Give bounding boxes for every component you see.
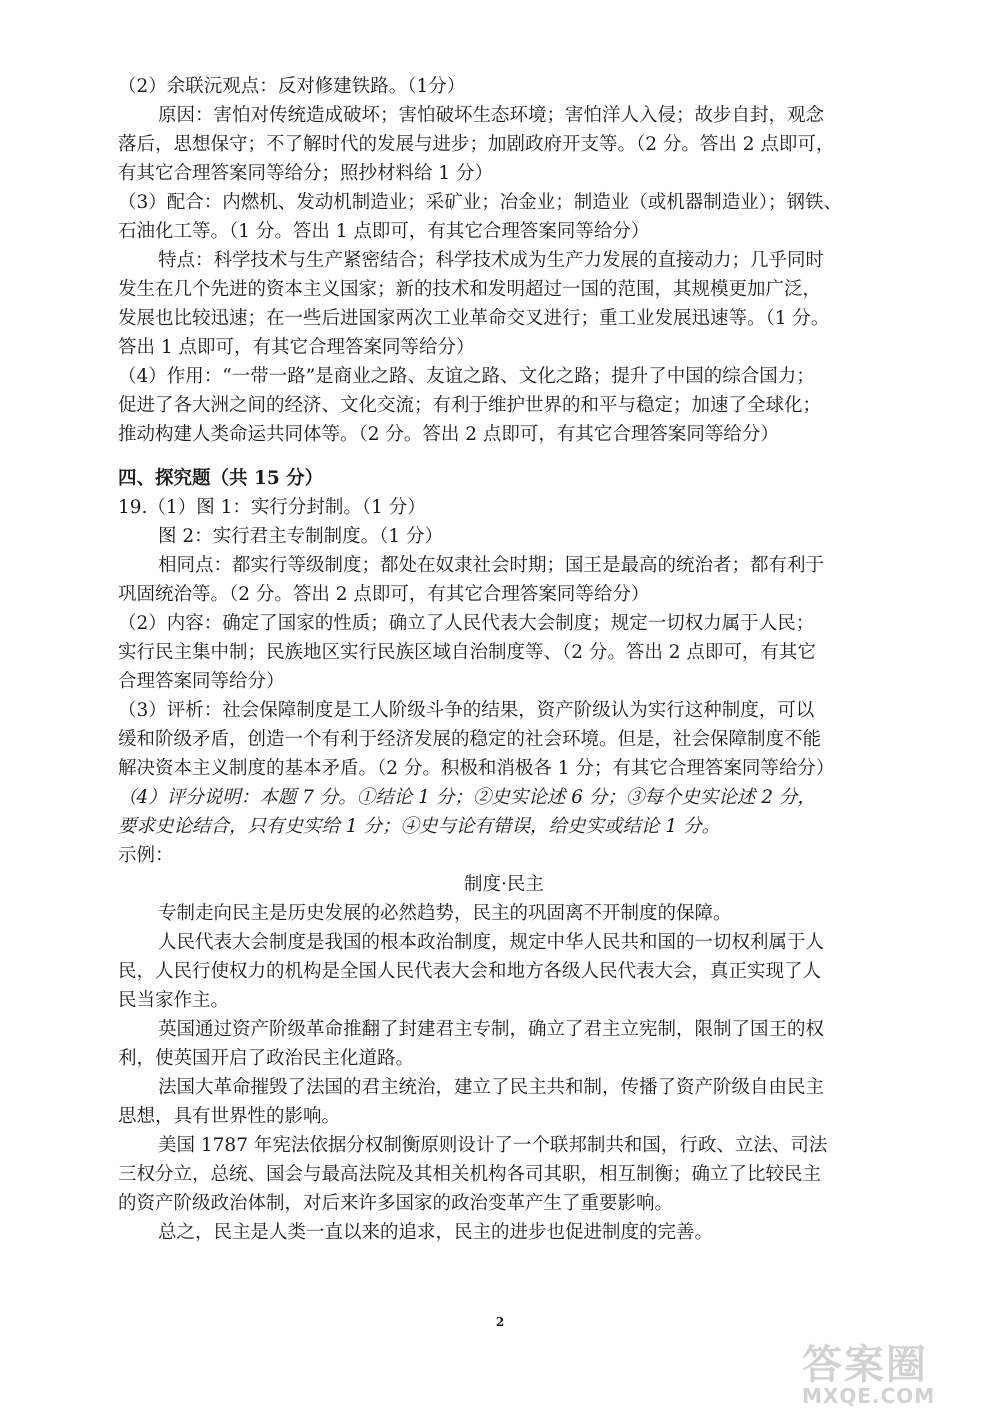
essay-para2-line2: 民，人民行使权力的机构是全国人民代表大会和地方各级人民代表大会，真正实现了人: [118, 961, 822, 982]
answer-q2-reason-line1: 原因：害怕对传统造成破坏；害怕破坏生态环境；害怕洋人入侵；故步自封，观念: [158, 105, 825, 126]
answer-q4-line2: 促进了各大洲之间的经济、文化交流；有利于维护世界的和平与稳定；加速了全球化；: [118, 395, 822, 416]
essay-para4-line1: 法国大革命摧毁了法国的君主统治，建立了民主共和制，传播了资产阶级自由民主: [158, 1077, 825, 1098]
q19-part3-line1: （3）评析：社会保障制度是工人阶级斗争的结果，资产阶级认为实行这种制度，可以: [118, 700, 815, 721]
example-label: 示例：: [118, 845, 174, 866]
watermark-logo-text: 答案圈: [802, 1342, 928, 1388]
q19-part1-fig2: 图 2：实行君主专制制度。（1 分）: [158, 526, 444, 547]
q19-part2-line1: （2）内容：确定了国家的性质；确立了人民代表大会制度；规定一切权力属于人民；: [118, 613, 815, 634]
answer-q2-viewpoint: （2）余联沅观点：反对修建铁路。（1分）: [118, 76, 466, 97]
q19-part1-common-line2: 巩固统治等。（2 分。答出 2 点即可，有其它合理答案同等给分）: [118, 584, 650, 605]
answer-q2-reason-line3: 有其它合理答案同等给分；照抄材料给 1 分）: [118, 163, 494, 184]
q19-part3-line2: 缓和阶级矛盾，创造一个有利于经济发展的稳定的社会环境。但是，社会保障制度不能: [118, 729, 822, 750]
essay-para2-line1: 人民代表大会制度是我国的根本政治制度，规定中华人民共和国的一切权利属于人: [158, 932, 825, 953]
watermark-url: MXQE.COM: [802, 1384, 936, 1408]
answer-q3-feature-line1: 特点：科学技术与生产紧密结合；科学技术成为生产力发展的直接动力；几乎同时: [158, 250, 825, 271]
q19-part2-line3: 合理答案同等给分）: [118, 671, 285, 692]
essay-para3-line1: 英国通过资产阶级革命推翻了封建君主专制，确立了君主立宪制，限制了国王的权: [158, 1019, 825, 1040]
answer-q4-line3: 推动构建人类命运共同体等。（2 分。答出 2 点即可，有其它合理答案同等给分）: [118, 424, 779, 445]
essay-para5-line3: 的资产阶级政治体制，对后来许多国家的政治变革产生了重要影响。: [118, 1193, 674, 1214]
q19-part1-common-line1: 相同点：都实行等级制度；都处在奴隶社会时期；国王是最高的统治者；都有利于: [158, 555, 825, 576]
answer-q3-feature-line3: 发展也比较迅速；在一些后进国家两次工业革命交叉进行；重工业发展迅速等。（1 分。: [118, 308, 830, 329]
essay-para2-line3: 民当家作主。: [118, 990, 230, 1011]
q19-part2-line2: 实行民主集中制；民族地区实行民族区域自治制度等、（2 分。答出 2 点即可，有其它: [118, 642, 816, 663]
essay-conclusion: 总之，民主是人类一直以来的追求，民主的进步也促进制度的完善。: [158, 1222, 714, 1243]
page-number: 2: [495, 1315, 505, 1329]
q19-part1-fig1: 19.（1）图 1：实行分封制。（1 分）: [118, 497, 426, 518]
answer-q3-feature-line2: 发生在几个先进的资本主义国家；新的技术和发明超过一国的范围，其规模更加广泛，: [118, 279, 822, 300]
essay-para4-line2: 思想，具有世界性的影响。: [118, 1106, 341, 1127]
watermark-logo: [802, 1342, 972, 1408]
q19-part4-scoring-line1: （4）评分说明：本题 7 分。①结论 1 分；②史实论述 6 分；③每个史实论述 2 分，: [118, 787, 816, 808]
essay-para5-line1: 美国 1787 年宪法依据分权制衡原则设计了一个联邦制共和国，行政、立法、司法: [158, 1135, 828, 1156]
answer-q3-line2: 石油化工等。（1 分。答出 1 点即可，有其它合理答案同等给分）: [118, 221, 650, 242]
answer-q3-line1: （3）配合：内燃机、发动机制造业；采矿业；冶金业；制造业（或机器制造业）；钢铁、: [118, 192, 843, 213]
section-heading: 四、探究题（共 15 分）: [118, 468, 324, 489]
essay-para1: 专制走向民主是历史发展的必然趋势，民主的巩固离不开制度的保障。: [158, 903, 732, 924]
answer-q3-feature-line4: 答出 1 点即可，有其它合理答案同等给分）: [118, 337, 475, 358]
answer-q2-reason-line2: 落后，思想保守；不了解时代的发展与进步；加剧政府开支等。（2 分。答出 2 点即可，: [118, 134, 835, 155]
q19-part3-line3: 解决资本主义制度的基本矛盾。（2 分。积极和消极各 1 分；有其它合理答案同等给分）: [118, 758, 835, 779]
q19-part4-scoring-line2: 要求史论结合，只有史实给 1 分；④史与论有错误，给史实或结论 1 分。: [118, 816, 721, 837]
essay-para5-line2: 三权分立，总统、国会与最高法院及其相关机构各司其职，相互制衡；确立了比较民主: [118, 1164, 822, 1185]
essay-title: 制度·民主: [464, 874, 544, 895]
essay-para3-line2: 利，使英国开启了政治民主化道路。: [118, 1048, 415, 1069]
answer-q4-line1: （4）作用：“一带一路”是商业之路、友谊之路、文化之路；提升了中国的综合国力；: [118, 366, 815, 387]
